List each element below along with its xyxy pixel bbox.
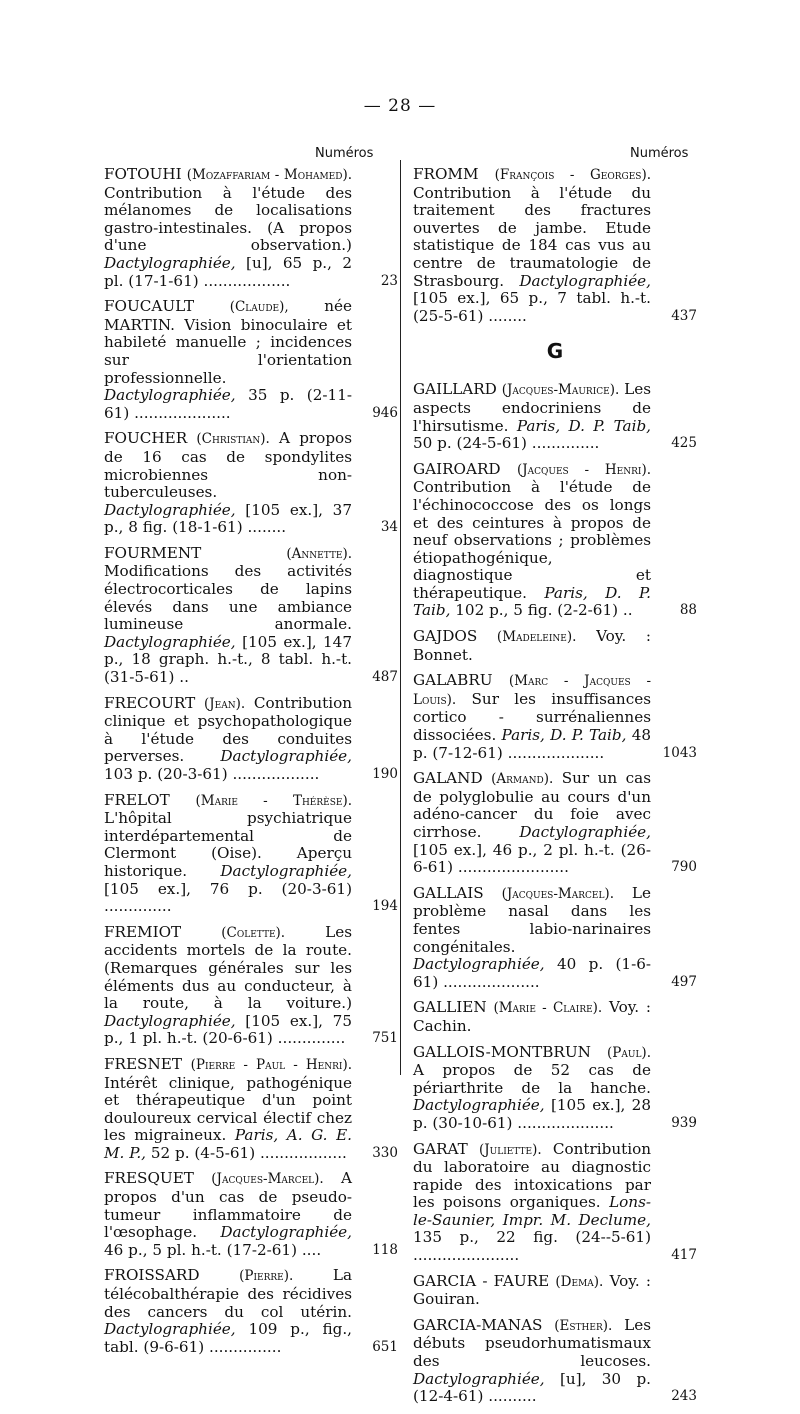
index-entry (413, 770, 697, 877)
entry-title: Les accidents mortels de la route. (Remarques générales sur les éléments dus au conducteur, à la route, à la voiture.) (104, 922, 352, 1013)
entry-body (104, 166, 398, 290)
author-forename: (Jean). (203, 695, 246, 712)
entry-details: 52 p. (4-5-61) .................. (150, 1143, 347, 1162)
index-entry (104, 695, 398, 784)
author-name: FRESQUET (104, 1169, 194, 1188)
entry-publisher: Dactylographiée, (413, 955, 545, 974)
author-forename: (Jacques-Marcel). (211, 1171, 324, 1188)
entry-body (413, 1044, 697, 1133)
entry-body (104, 792, 398, 916)
author-name: FOUCAULT (104, 297, 195, 316)
entry-publisher: Paris, A. G. E. M. P., (104, 1126, 352, 1162)
author-forename: (Jacques - Henri). (516, 461, 652, 478)
entry-publisher: Lons-le-Saunier, Impr. M. Declume, (413, 1193, 651, 1229)
author-name: FREMIOT (104, 922, 182, 941)
index-entry (104, 1170, 398, 1259)
author-forename: (Jacques-Maurice). (501, 382, 620, 399)
author-forename: (Annette). (286, 545, 352, 562)
entry-body (413, 628, 697, 664)
entry-number: 651 (372, 1338, 398, 1355)
index-entry (104, 1056, 398, 1163)
author-name: GARCIA - FAURE (413, 1271, 550, 1290)
entry-publisher: Paris, D. P. Taib, (501, 726, 627, 745)
entry-body (413, 770, 697, 877)
entry-title: A propos de 52 cas de périarthrite de la hanche. (413, 1061, 651, 1097)
entry-title: Sur les insuffisances cortico - surrénaliennes dissociées. (413, 689, 651, 745)
entry-number: 946 (372, 404, 398, 421)
entry-details: 103 p. (20-3-61) .................. (104, 765, 320, 783)
entry-body (413, 672, 697, 762)
index-entry (413, 885, 697, 992)
author-name: FROMM (413, 165, 479, 183)
entry-body (104, 1267, 398, 1356)
entry-number: 939 (671, 1114, 697, 1131)
letter-heading: G (546, 339, 564, 364)
entry-body (413, 381, 697, 452)
entry-publisher: Dactylographiée, (104, 253, 236, 272)
author-name: GALLIEN (413, 998, 487, 1017)
entry-body (413, 166, 697, 325)
entry-publisher: Dactylographiée, (413, 1369, 545, 1388)
author-name: GALLOIS-MONTBRUN (413, 1042, 591, 1061)
index-entry (413, 1273, 697, 1309)
entry-number: 790 (671, 859, 697, 876)
entry-title: La télécobalthérapie des récidives des cancers du col utérin. (104, 1266, 352, 1321)
entry-publisher: Dactylographiée, (220, 1223, 352, 1242)
page-number: — 28 — (363, 96, 437, 116)
entry-title: née MARTIN. Vision binoculaire et habileté manuelle ; incidences sur l'orientation professionnelle. (104, 297, 352, 387)
entry-number: 118 (372, 1241, 398, 1258)
entry-number: 425 (671, 435, 697, 452)
entry-title: Contribution du laboratoire au diagnostic rapide des intoxications par les poisons organiques. (413, 1139, 652, 1212)
author-name: GAJDOS (413, 627, 478, 646)
entry-title: Sur un cas de polyglobulie au cours d'un adéno-cancer du foie avec cirrhose. (413, 769, 652, 841)
entry-body (413, 1273, 697, 1309)
author-forename: (Mozaffariam - Mohamed). (186, 167, 353, 183)
author-name: GARAT (413, 1139, 468, 1158)
author-name: GALAND (413, 769, 483, 788)
entry-publisher: Dactylographiée, (220, 861, 352, 880)
author-name: GAIROARD (413, 459, 501, 478)
entry-publisher: Dactylographiée, (104, 632, 236, 651)
entry-title: A propos d'un cas de pseudo-tumeur inflammatoire de l'œsophage. (104, 1169, 353, 1242)
author-forename: (Marie - Thérèse). (195, 792, 353, 809)
author-forename: (Armand). (491, 771, 554, 788)
entry-details: 135 p., 22 fig. (24--5-61) ...................... (413, 1228, 651, 1265)
entry-details: [105 ex.], 28 p. (30-10-61) .................... (413, 1096, 652, 1132)
entry-title: Intérêt clinique, pathogénique et thérapeutique d'un point douloureux cervical électif chez les migraineux. (104, 1073, 352, 1145)
entry-number: 34 (380, 519, 398, 536)
entry-title: Voy. : Gouiran. (413, 1271, 651, 1309)
entry-body (104, 430, 398, 537)
column-heading-right: Numéros (630, 146, 689, 161)
entry-body (104, 1056, 398, 1163)
author-forename: (Madeleine). (496, 629, 577, 646)
entry-number: 23 (380, 272, 398, 289)
entry-details: 109 p., fig., tabl. (9-6-61) ............... (104, 1320, 353, 1356)
entry-title: Voy. : Cachin. (413, 998, 652, 1035)
entry-title: Modifications des activités électrocorticales de lapins élevés dans une ambiance lumineuse anormale. (104, 562, 352, 634)
entry-publisher: Paris, D. P. Taib, (413, 583, 651, 620)
entry-details: [u], 65 p., 2 pl. (17-1-61) .................. (104, 253, 352, 290)
entry-publisher: Dactylographiée, (519, 823, 651, 841)
index-entry (104, 924, 398, 1048)
author-forename: (Pierre). (239, 1268, 294, 1285)
index-entry (413, 461, 697, 620)
entry-details: [105 ex.], 37 p., 8 fig. (18-1-61) ........ (104, 500, 353, 537)
entry-title: A propos de 16 cas de spondylites microbiennes non-tuberculeuses. (104, 429, 352, 502)
author-forename: (Pierre - Paul - Henri). (190, 1056, 353, 1073)
author-name: FROISSARD (104, 1266, 200, 1285)
entry-number: 487 (372, 669, 398, 686)
author-forename: (François - Georges). (494, 167, 652, 183)
entry-body (104, 545, 398, 687)
index-entry (104, 792, 398, 916)
right-column (413, 166, 697, 1414)
entry-publisher: Dactylographiée, (519, 271, 651, 290)
entry-details: [105 ex.], 65 p., 7 tabl. h.-t. (25-5-61) ........ (413, 289, 651, 325)
author-name: GAILLARD (413, 380, 497, 399)
author-forename: (Colette). (221, 924, 286, 941)
entry-details: 50 p. (24-5-61) .............. (413, 434, 600, 453)
index-entry (104, 1267, 398, 1356)
entry-title: Voy. : Bonnet. (413, 627, 651, 664)
entry-publisher: Dactylographiée, (104, 1011, 236, 1030)
left-column (104, 166, 398, 1364)
entry-number: 1043 (662, 744, 697, 761)
author-forename: (Paul). (607, 1044, 651, 1061)
author-name: FOURMENT (104, 543, 202, 562)
entry-publisher: Paris, D. P. Taib, (516, 416, 652, 435)
entry-title: Contribution clinique et psychopathologique à l'étude des conduites perverses. (104, 693, 353, 766)
entry-number: 243 (671, 1388, 697, 1405)
author-forename: (Christian). (196, 431, 270, 448)
entry-details: [105 ex.], 76 p. (20-3-61) .............. (104, 879, 352, 916)
index-entry (413, 1141, 697, 1265)
author-name: GALABRU (413, 671, 493, 690)
author-forename: (Marc - Jacques - Louis). (413, 673, 651, 708)
index-entry (413, 628, 697, 664)
entry-publisher: Dactylographiée, (220, 747, 352, 766)
entry-number: 194 (372, 898, 398, 915)
entry-details: 48 p. (7-12-61) .................... (413, 726, 652, 762)
entry-body (413, 461, 697, 620)
entry-body (104, 298, 398, 422)
entry-title: Contribution à l'étude du traitement des fractures ouvertes de jambe. Etude statistique de 184 cas vus au centre de traumatologie de Strasbourg. (413, 183, 651, 290)
author-name: GALLAIS (413, 883, 484, 902)
entry-body (413, 999, 697, 1035)
author-forename: (Claude), (229, 299, 289, 316)
entry-number: 437 (671, 307, 697, 324)
author-forename: (Marie - Claire). (493, 1000, 603, 1017)
entry-publisher: Dactylographiée, (413, 1096, 545, 1115)
entry-body (104, 924, 398, 1048)
entry-number: 497 (671, 973, 697, 990)
author-forename: (Juliette). (479, 1141, 542, 1158)
author-name: FOTOUHI (104, 165, 182, 183)
index-entry (413, 1317, 697, 1406)
entry-title: Contribution à l'étude de l'échinococcose des os longs et des ceintures à propos de neuf observations ; problèmes étiopathogénique, diagnostique et thérapeutique. (413, 478, 651, 602)
entry-body (413, 1317, 697, 1406)
author-name: FRECOURT (104, 693, 196, 712)
entry-publisher: Dactylographiée, (104, 1320, 236, 1339)
entry-details: 46 p., 5 pl. h.-t. (17-2-61) .... (104, 1240, 322, 1259)
column-heading-left: Numéros (315, 146, 374, 161)
entry-details: [u], 30 p. (12-4-61) .......... (413, 1369, 651, 1406)
entry-details: 35 p. (2-11-61) .................... (104, 386, 352, 422)
author-name: FOUCHER (104, 429, 188, 448)
author-forename: (Dema). (555, 1273, 604, 1290)
author-forename: (Esther). (554, 1317, 613, 1334)
entry-title: Le problème nasal dans les fentes labio-narinaires congénitales. (413, 883, 651, 956)
entry-title: Contribution à l'étude des mélanomes de localisations gastro-intestinales. (A propos d'une observation.) (104, 183, 352, 255)
entry-title: Les aspects endocriniens de l'hirsutisme. (413, 380, 651, 435)
entry-details: 102 p., 5 fig. (2-2-61) .. (455, 601, 633, 620)
index-entry (104, 298, 398, 422)
index-entry (104, 430, 398, 537)
index-entry (104, 545, 398, 687)
index-entry (413, 1044, 697, 1133)
index-entry (413, 999, 697, 1035)
index-entry (413, 381, 697, 452)
entry-body (413, 885, 697, 992)
entry-title: L'hôpital psychiatrique interdépartemental de Clermont (Oise). Aperçu historique. (104, 809, 352, 880)
index-entry (413, 672, 697, 762)
author-forename: (Jacques-Marcel). (501, 885, 614, 902)
entry-details: [105 ex.], 147 p., 18 graph. h.-t., 8 tabl. h.-t. (31-5-61) .. (104, 632, 352, 687)
entry-number: 190 (372, 766, 398, 782)
entry-number: 88 (679, 602, 697, 619)
author-name: FRESNET (104, 1054, 182, 1073)
entry-number: 751 (372, 1030, 398, 1047)
entry-details: [105 ex.], 75 p., 1 pl. h.-t. (20-6-61) .............. (104, 1011, 353, 1048)
entry-details: 40 p. (1-6-61) .................... (413, 955, 651, 991)
index-entry (413, 166, 697, 325)
entry-body (104, 695, 398, 784)
entry-body (104, 1170, 398, 1259)
entry-number: 330 (372, 1144, 398, 1161)
entry-publisher: Dactylographiée, (104, 386, 236, 405)
entry-number: 417 (671, 1247, 697, 1264)
entry-title: Les débuts pseudorhumatismaux des leucoses. (413, 1315, 652, 1371)
column-divider (400, 160, 401, 1075)
index-entry (104, 166, 398, 290)
entry-body (413, 1141, 697, 1265)
entry-publisher: Dactylographiée, (104, 500, 236, 519)
author-name: FRELOT (104, 790, 170, 809)
author-name: GARCIA-MANAS (413, 1315, 543, 1334)
entry-details: [105 ex.], 46 p., 2 pl. h.-t. (26-6-61) ....................... (413, 840, 651, 877)
